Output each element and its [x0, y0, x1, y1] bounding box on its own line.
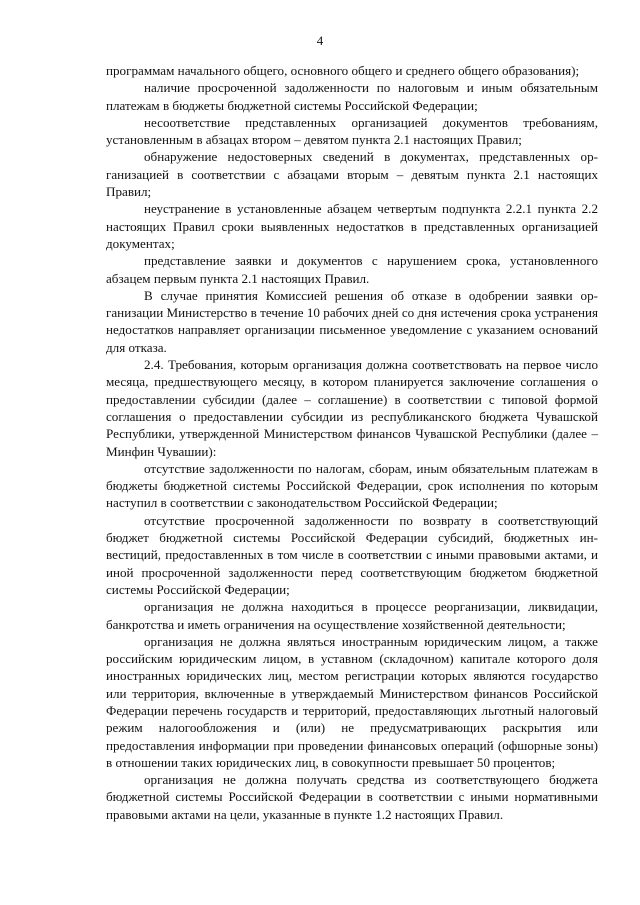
paragraph-false-information: обнаружение недостоверных сведений в документах, представленных организацией в соответствии с абзацами вторым – девятым пункта 2.1 настоящих Правил; [106, 149, 598, 200]
document-body [106, 62, 598, 823]
paragraph-no-overdue-subsidy-debt: отсутствие просроченной задолженности по возврату в соответствующий бюджет бюджетной системы Российской Федерации субсидий, бюджетных инвестиций, предоставленных в том числе в соответствии с иными правовыми актами, и иной просроченной задолженности перед соответствующим бюджетом бюджетной системы Российской Федерации; [106, 512, 598, 597]
paragraph-uncorrected-deficiencies: неустранение в установленные абзацем четвертым подпункта 2.2.1 пункта 2.2 настоящих Правил сроки выявленных недостатков в представленных организацией документах; [106, 201, 598, 251]
paragraph-overdue-debt: наличие просроченной задолженности по налоговым и иным обязательным платежам в бюджеты бюджетной системы Российской Федерации; [106, 80, 598, 113]
paragraph-no-reorganization: организация не должна находиться в процессе реорганизации, ликвидации, банкротства и иметь ограничения на осуществление хозяйственной деятельности; [106, 599, 598, 632]
paragraph-not-foreign-entity: организация не должна являться иностранным юридическим лицом, а также российским юридическим лицом, в уставном (складочном) капитале которого доля иностранных юридических лиц, местом регистрации которых являются государство или территория, включенные в утверждаемый Министерством финансов Российской Федерации перечень государств и территорий, предоставляющих льготный налоговый режим налогообложения и (или) не предусматривающих раскрытия или предоставления информации при проведении финансовых операций (офшорные зоны) в отношении таких юридических лиц, в совокупности превышает 50 процентов; [106, 633, 598, 770]
page-number: 4 [316, 33, 324, 48]
paragraph-requirements-2-4: 2.4. Требования, которым организация должна соответствовать на первое число месяца, предшествующего месяцу, в котором планируется заключение соглашения о предоставлении субсидии (далее – соглашение) в соответствии с типовой формой соглашения о предоставлении субсидии из республиканского бюджета Чувашской Республики, утвержденной Министерством финансов Чувашской Республики (далее – Минфин Чувашии): [106, 357, 598, 459]
paragraph-refusal-notice: В случае принятия Комиссией решения об отказе в одобрении заявки организации Министерство в течение 10 рабочих дней со дня истечения срока устранения недостатков направляет организации письменное уведомление с указанием оснований для отказа. [106, 287, 598, 355]
paragraph-no-tax-debt: отсутствие задолженности по налогам, сборам, иным обязательным платежам в бюджеты бюджетной системы Российской Федерации, срок исполнения по которым наступил в соответствии с законодательством Российской Федерации; [106, 460, 598, 511]
paragraph-documents-mismatch: несоответствие представленных организацией документов требованиям, установленным в абзацах втором – девятом пункта 2.1 настоящих Правил; [106, 114, 598, 148]
paragraph-late-submission: представление заявки и документов с нарушением срока, установленного абзацем первым пункта 2.1 настоящих Правил. [106, 253, 598, 286]
paragraph-no-other-budget-funds: организация не должна получать средства из соответствующего бюджета бюджетной системы Российской Федерации в соответствии с иными нормативными правовыми актами на цели, указанные в пункте 1.2 настоящих Правил. [106, 772, 598, 822]
paragraph-continuation: программам начального общего, основного общего и среднего общего образования); [106, 63, 580, 78]
